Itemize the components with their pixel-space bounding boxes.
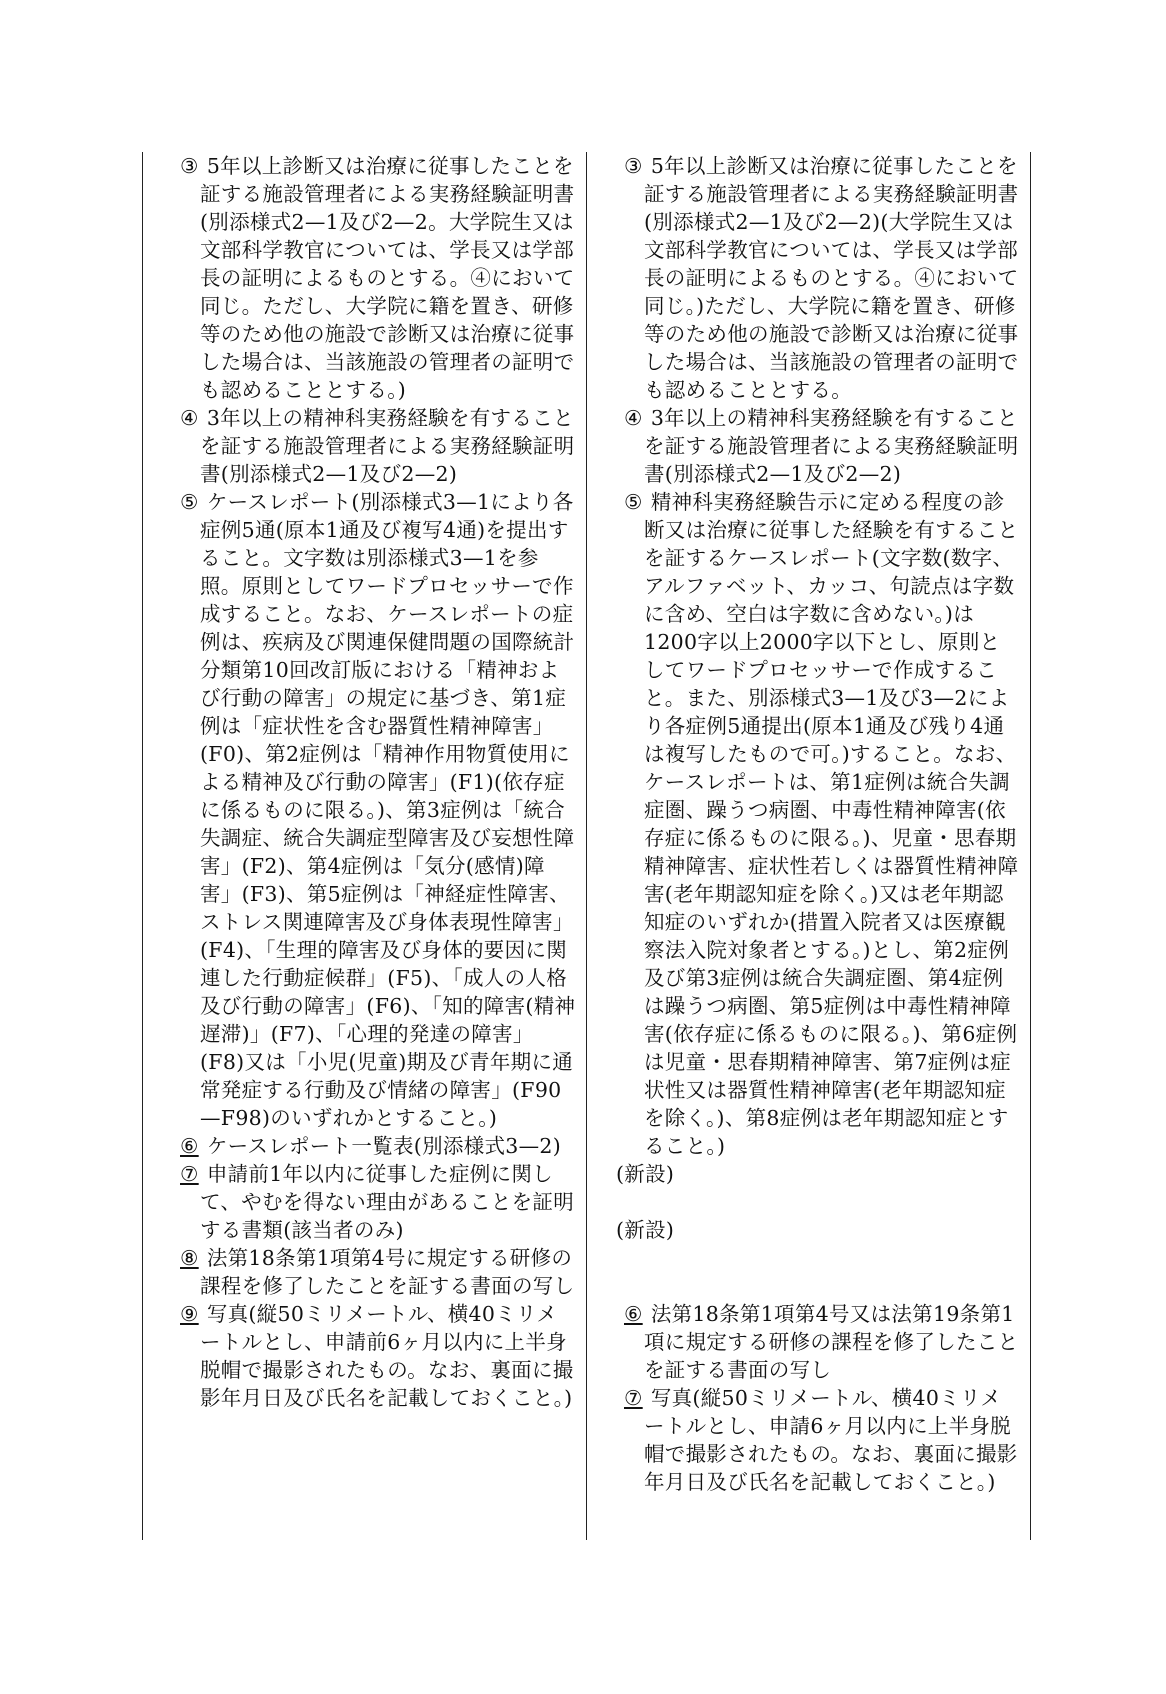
item-text: 法第18条第1項第4号に規定する研修の課程を修了したことを証する書面の写し xyxy=(200,1246,575,1298)
list-item xyxy=(180,152,576,404)
list-item xyxy=(624,488,1020,1160)
item-number: ⑥ xyxy=(624,1302,643,1326)
item-number: ⑨ xyxy=(180,1302,199,1326)
item-number: ⑤ xyxy=(180,490,199,514)
list-item xyxy=(624,404,1020,488)
list-item xyxy=(624,1300,1020,1384)
new-provision-note xyxy=(616,1160,1020,1188)
list-item xyxy=(624,152,1020,404)
item-text: ケースレポート一覧表(別添様式3—2) xyxy=(200,1134,562,1158)
item-text: 法第18条第1項第4号又は法第19条第1項に規定する研修の課程を修了したことを証する書面の写し xyxy=(644,1302,1019,1382)
list-item xyxy=(180,488,576,1132)
item-text: 5年以上診断又は治療に従事したことを証する施設管理者による実務経験証明書(別添様式2—1及び2—2。大学院生又は文部科学教官については、学長又は学部長の証明によるものとする。④において同じ。ただし、大学院に籍を置き、研修等のため他の施設で診断又は治療に従事した場合は、当該施設の管理者の証明でも認めることとする。) xyxy=(200,154,575,402)
item-number: ③ xyxy=(624,154,643,178)
item-text: 精神科実務経験告示に定める程度の診断又は治療に従事した経験を有することを証するケースレポート(文字数(数字、アルファベット、カッコ、句読点は字数に含め、空白は字数に含めない。)は1200字以上2000字以下とし、原則としてワードプロセッサーで作成すること。また、別添様式3—1及び3—2により各症例5通提出(原本1通及び残り4通は複写したもので可。)すること。なお、ケースレポートは、第1症例は統合失調症圏、躁うつ病圏、中毒性精神障害(依存症に係るものに限る。)、児童・思春期精神障害、症状性若しくは器質性精神障害(老年期認知症を除く。)又は老年期認知症のいずれか(措置入院者又は医療観察法入院対象者とする。)とし、第2症例及び第3症例は統合失調症圏、第4症例は躁うつ病圏、第5症例は中毒性精神障害(依存症に係るものに限る。)、第6症例は児童・思春期精神障害、第7症例は症状性又は器質性精神障害(老年期認知症を除く。)、第8症例は老年期認知症とすること。) xyxy=(644,490,1019,1158)
item-text: (新設) xyxy=(616,1162,675,1186)
list-item xyxy=(180,1160,576,1244)
item-number: ⑦ xyxy=(624,1386,643,1410)
item-number: ⑦ xyxy=(180,1162,199,1186)
item-text: 申請前1年以内に従事した症例に関して、やむを得ない理由があることを証明する書類(該当者のみ) xyxy=(200,1162,574,1242)
left-column xyxy=(180,152,576,1412)
item-text: ケースレポート(別添様式3—1により各症例5通(原本1通及び複写4通)を提出すること。文字数は別添様式3—1を参照。原則としてワードプロセッサーで作成すること。なお、ケースレポートの症例は、疾病及び関連保健問題の国際統計分類第10回改訂版における「精神および行動の障害」の規定に基づき、第1症例は「症状性を含む器質性精神障害」(F0)、第2症例は「精神作用物質使用による精神及び行動の障害」(F1)(依存症に係るものに限る。)、第3症例は「統合失調症、統合失調症型障害及び妄想性障害」(F2)、第4症例は「気分(感情)障害」(F3)、第5症例は「神経症性障害、ストレス関連障害及び身体表現性障害」(F4)、「生理的障害及び身体的要因に関連した行動症候群」(F5)、「成人の人格及び行動の障害」(F6)、「知的障害(精神遅滞)」(F7)、「心理的発達の障害」(F8)又は「小児(児童)期及び青年期に通常発症する行動及び情緒の障害」(F90—F98)のいずれかとすること。) xyxy=(200,490,576,1130)
item-number: ⑥ xyxy=(180,1134,199,1158)
item-number: ③ xyxy=(180,154,199,178)
table-border-middle xyxy=(586,152,587,1540)
item-text: 3年以上の精神科実務経験を有することを証する施設管理者による実務経験証明書(別添様式2—1及び2—2) xyxy=(200,406,575,486)
table-border-left xyxy=(142,152,143,1540)
new-provision-note xyxy=(616,1216,1020,1244)
list-item xyxy=(624,1384,1020,1496)
item-text: (新設) xyxy=(616,1218,675,1242)
item-number: ④ xyxy=(180,406,199,430)
list-item xyxy=(180,1244,576,1300)
item-number: ④ xyxy=(624,406,643,430)
item-text: 3年以上の精神科実務経験を有することを証する施設管理者による実務経験証明書(別添様式2—1及び2—2) xyxy=(644,406,1019,486)
item-text: 写真(縦50ミリメートル、横40ミリメートルとし、申請6ヶ月以内に上半身脱帽で撮影されたもの。なお、裏面に撮影年月日及び氏名を記載しておくこと。) xyxy=(644,1386,1018,1494)
item-number: ⑧ xyxy=(180,1246,199,1270)
item-number: ⑤ xyxy=(624,490,643,514)
item-text: 写真(縦50ミリメートル、横40ミリメートルとし、申請前6ヶ月以内に上半身脱帽で撮影されたもの。なお、裏面に撮影年月日及び氏名を記載しておくこと。) xyxy=(200,1302,574,1410)
list-item xyxy=(180,1300,576,1412)
item-text: 5年以上診断又は治療に従事したことを証する施設管理者による実務経験証明書(別添様式2—1及び2—2)(大学院生又は文部科学教官については、学長又は学部長の証明によるものとする。④において同じ。)ただし、大学院に籍を置き、研修等のため他の施設で診断又は治療に従事した場合は、当該施設の管理者の証明でも認めることとする。 xyxy=(644,154,1019,402)
right-column xyxy=(616,152,1020,1496)
table-border-right xyxy=(1030,152,1031,1540)
list-item xyxy=(180,404,576,488)
list-item xyxy=(180,1132,576,1160)
